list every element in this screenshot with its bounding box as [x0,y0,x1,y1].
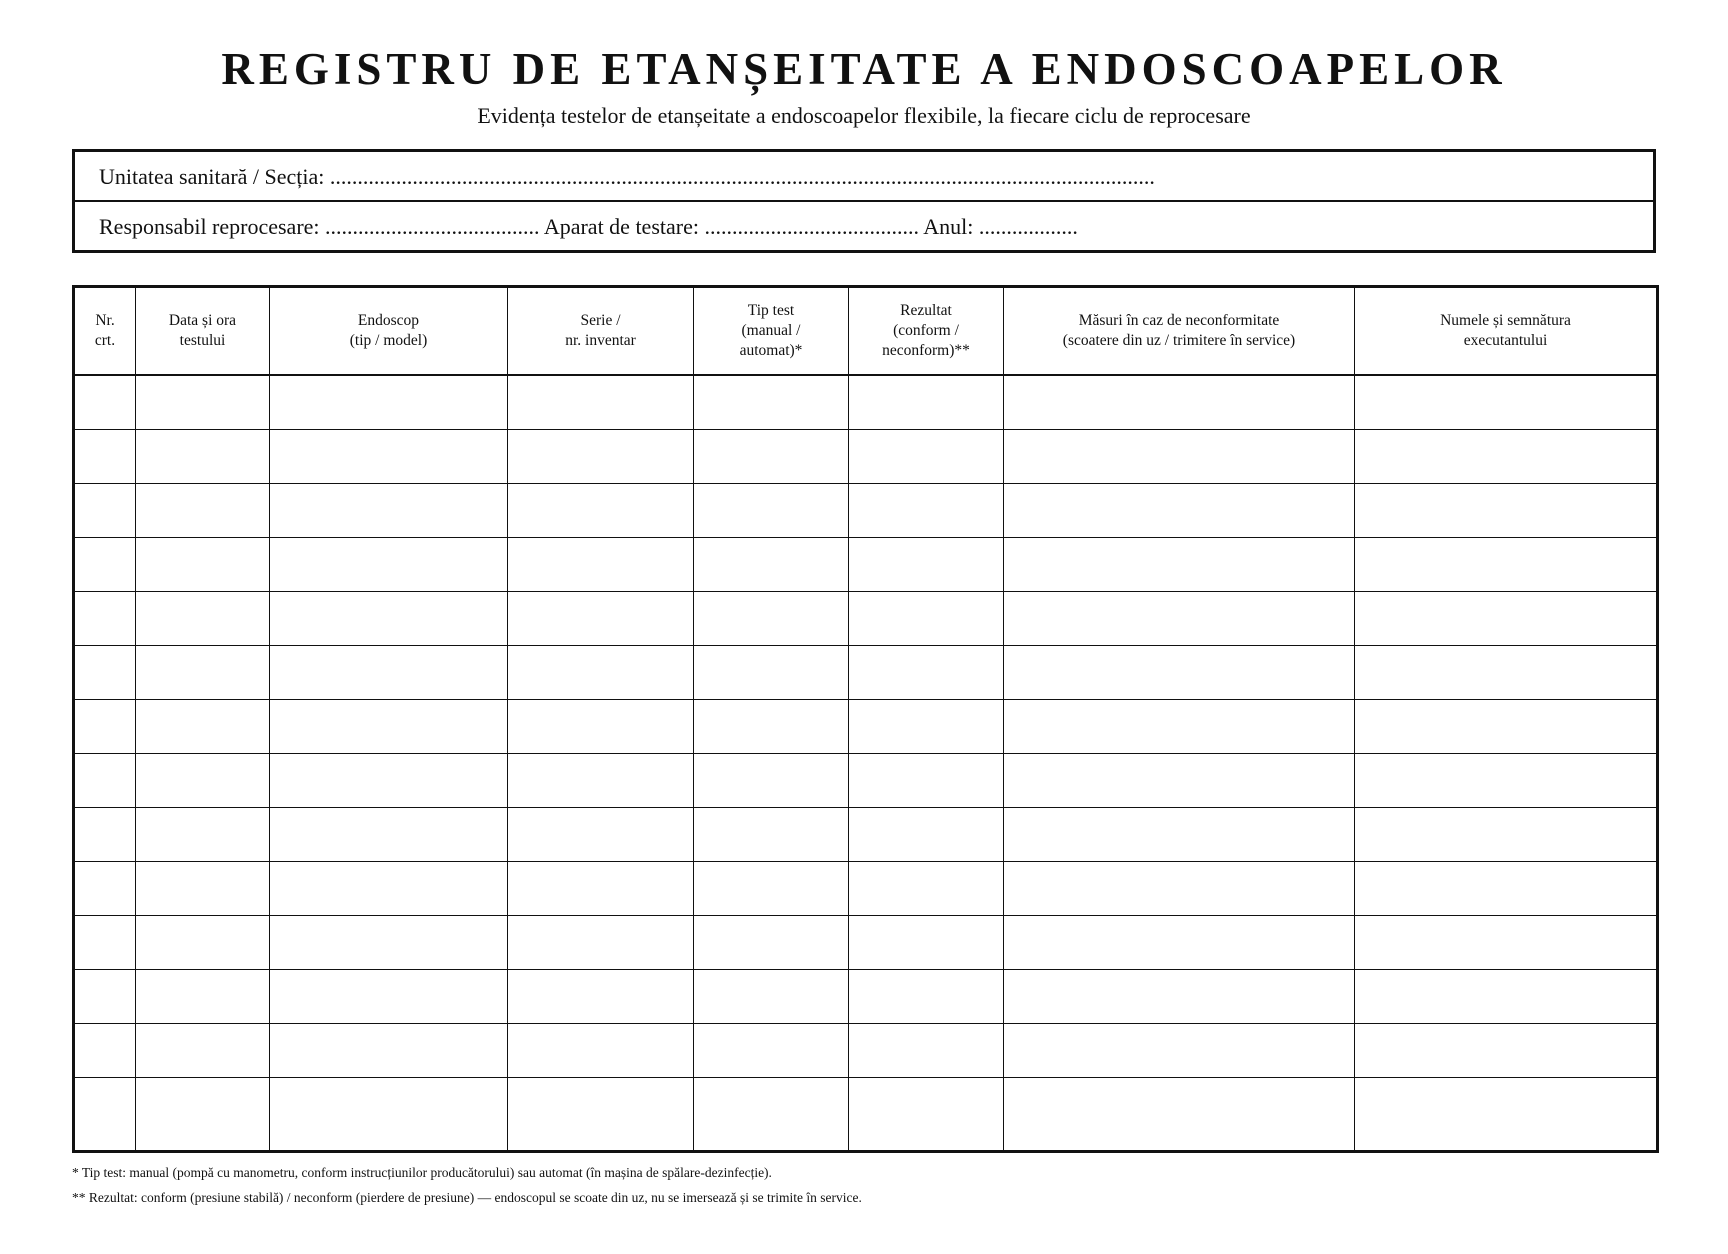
cell-date[interactable] [136,484,270,538]
cell-signature[interactable] [1355,862,1658,916]
cell-result[interactable] [849,592,1004,646]
cell-date[interactable] [136,646,270,700]
cell-nr[interactable] [74,916,136,970]
cell-nr[interactable] [74,970,136,1024]
cell-result[interactable] [849,700,1004,754]
cell-measures[interactable] [1004,754,1355,808]
cell-serial[interactable] [508,754,694,808]
cell-result[interactable] [849,754,1004,808]
register-table [72,285,1659,1153]
cell-date[interactable] [136,538,270,592]
cell-test-type[interactable] [694,430,849,484]
cell-signature[interactable] [1355,970,1658,1024]
col-header-endoscope: Endoscop (tip / model) [270,287,508,376]
table-row [74,808,1658,862]
cell-signature[interactable] [1355,375,1658,430]
cell-test-type[interactable] [694,1078,849,1152]
year-fill-line[interactable]: .................. [978,214,1078,239]
table-row [74,970,1658,1024]
cell-test-type[interactable] [694,862,849,916]
table-row [74,700,1658,754]
cell-date[interactable] [136,808,270,862]
cell-result[interactable] [849,1024,1004,1078]
cell-endoscope[interactable] [270,484,508,538]
table-row [74,646,1658,700]
cell-endoscope[interactable] [270,1024,508,1078]
cell-serial[interactable] [508,1024,694,1078]
document-title: REGISTRU DE ETANȘEITATE A ENDOSCOAPELOR [221,44,1507,94]
table-row [74,1024,1658,1078]
cell-nr[interactable] [74,808,136,862]
cell-signature[interactable] [1355,754,1658,808]
cell-result[interactable] [849,646,1004,700]
responsible-label: Responsabil reprocesare: [99,214,320,239]
cell-test-type[interactable] [694,700,849,754]
cell-serial[interactable] [508,700,694,754]
document-subtitle: Evidența testelor de etanșeitate a endoscoapelor flexibile, la fiecare ciclu de reprocesare [477,103,1251,128]
cell-result[interactable] [849,538,1004,592]
cell-test-type[interactable] [694,970,849,1024]
cell-measures[interactable] [1004,538,1355,592]
cell-serial[interactable] [508,484,694,538]
cell-result[interactable] [849,1078,1004,1152]
cell-nr[interactable] [74,592,136,646]
cell-result[interactable] [849,484,1004,538]
col-header-date: Data și ora testului [136,287,270,376]
cell-date[interactable] [136,970,270,1024]
info-row-details [75,202,1653,252]
table-row [74,484,1658,538]
col-header-result: Rezultat (conform / neconform)** [849,287,1004,376]
cell-test-type[interactable] [694,754,849,808]
table-row [74,592,1658,646]
cell-signature[interactable] [1355,700,1658,754]
cell-measures[interactable] [1004,430,1355,484]
cell-result[interactable] [849,916,1004,970]
cell-serial[interactable] [508,1078,694,1152]
footnote-test-type: * Tip test: manual (pompă cu manometru, conform instrucțiunilor producătorului) sau automat (în mașina de spălare-dezinfecție). [72,1165,772,1180]
cell-endoscope[interactable] [270,862,508,916]
table-row [74,430,1658,484]
cell-nr[interactable] [74,1078,136,1152]
footnote-result: ** Rezultat: conform (presiune stabilă) / neconform (pierdere de presiune) — endoscopul se scoate din uz, nu se imersează și se trimite în service. [72,1190,862,1205]
cell-signature[interactable] [1355,1024,1658,1078]
header-row [74,287,1658,376]
cell-date[interactable] [136,592,270,646]
col-header-measures: Măsuri în caz de neconformitate (scoatere din uz / trimitere în service) [1004,287,1355,376]
cell-serial[interactable] [508,808,694,862]
cell-date[interactable] [136,1078,270,1152]
cell-serial[interactable] [508,430,694,484]
cell-date[interactable] [136,430,270,484]
cell-measures[interactable] [1004,862,1355,916]
table-row [74,916,1658,970]
cell-endoscope[interactable] [270,754,508,808]
cell-result[interactable] [849,430,1004,484]
cell-signature[interactable] [1355,592,1658,646]
cell-measures[interactable] [1004,646,1355,700]
table-row [74,375,1658,430]
cell-measures[interactable] [1004,375,1355,430]
cell-nr[interactable] [74,1024,136,1078]
cell-result[interactable] [849,808,1004,862]
cell-result[interactable] [849,862,1004,916]
cell-date[interactable] [136,700,270,754]
cell-test-type[interactable] [694,592,849,646]
cell-endoscope[interactable] [270,592,508,646]
cell-measures[interactable] [1004,592,1355,646]
cell-nr[interactable] [74,538,136,592]
cell-result[interactable] [849,375,1004,430]
table-row [74,754,1658,808]
info-box [72,149,1656,253]
cell-date[interactable] [136,754,270,808]
cell-serial[interactable] [508,592,694,646]
cell-nr[interactable] [74,862,136,916]
col-header-test-type: Tip test (manual / automat)* [694,287,849,376]
cell-serial[interactable] [508,862,694,916]
cell-serial[interactable] [508,646,694,700]
cell-endoscope[interactable] [270,916,508,970]
col-header-serial: Serie / nr. inventar [508,287,694,376]
cell-endoscope[interactable] [270,430,508,484]
unit-label: Unitatea sanitară / Secția: [99,164,325,189]
cell-measures[interactable] [1004,970,1355,1024]
cell-endoscope[interactable] [270,808,508,862]
cell-nr[interactable] [74,375,136,430]
year-label: Anul: [923,214,974,239]
cell-signature[interactable] [1355,484,1658,538]
register-body [74,375,1658,1152]
cell-nr[interactable] [74,700,136,754]
cell-signature[interactable] [1355,808,1658,862]
footnotes [72,1160,1656,1210]
cell-serial[interactable] [508,538,694,592]
cell-measures[interactable] [1004,1078,1355,1152]
cell-measures[interactable] [1004,916,1355,970]
cell-endoscope[interactable] [270,538,508,592]
device-label: Aparat de testare: [543,214,699,239]
cell-result[interactable] [849,970,1004,1024]
cell-endoscope[interactable] [270,1078,508,1152]
cell-signature[interactable] [1355,1078,1658,1152]
cell-nr[interactable] [74,646,136,700]
cell-test-type[interactable] [694,538,849,592]
cell-endoscope[interactable] [270,970,508,1024]
cell-serial[interactable] [508,916,694,970]
cell-test-type[interactable] [694,916,849,970]
cell-test-type[interactable] [694,484,849,538]
cell-signature[interactable] [1355,916,1658,970]
cell-measures[interactable] [1004,484,1355,538]
col-header-nr: Nr. crt. [74,287,136,376]
cell-endoscope[interactable] [270,646,508,700]
table-row [74,862,1658,916]
cell-test-type[interactable] [694,375,849,430]
responsible-fill-line[interactable]: ....................................... [325,214,540,239]
cell-test-type[interactable] [694,808,849,862]
cell-measures[interactable] [1004,700,1355,754]
info-row-unit [75,152,1653,202]
cell-signature[interactable] [1355,646,1658,700]
cell-signature[interactable] [1355,430,1658,484]
cell-nr[interactable] [74,430,136,484]
unit-fill-line[interactable]: ...................................................................................................................................................... [329,164,1155,189]
cell-nr[interactable] [74,754,136,808]
cell-endoscope[interactable] [270,700,508,754]
cell-nr[interactable] [74,484,136,538]
device-fill-line[interactable]: ....................................... [704,214,919,239]
cell-test-type[interactable] [694,646,849,700]
cell-date[interactable] [136,916,270,970]
table-row [74,538,1658,592]
cell-date[interactable] [136,375,270,430]
cell-test-type[interactable] [694,1024,849,1078]
cell-serial[interactable] [508,375,694,430]
cell-measures[interactable] [1004,1024,1355,1078]
cell-date[interactable] [136,1024,270,1078]
cell-date[interactable] [136,862,270,916]
cell-endoscope[interactable] [270,375,508,430]
cell-serial[interactable] [508,970,694,1024]
table-row [74,1078,1658,1152]
cell-signature[interactable] [1355,538,1658,592]
cell-measures[interactable] [1004,808,1355,862]
col-header-signature: Numele și semnătura executantului [1355,287,1658,376]
